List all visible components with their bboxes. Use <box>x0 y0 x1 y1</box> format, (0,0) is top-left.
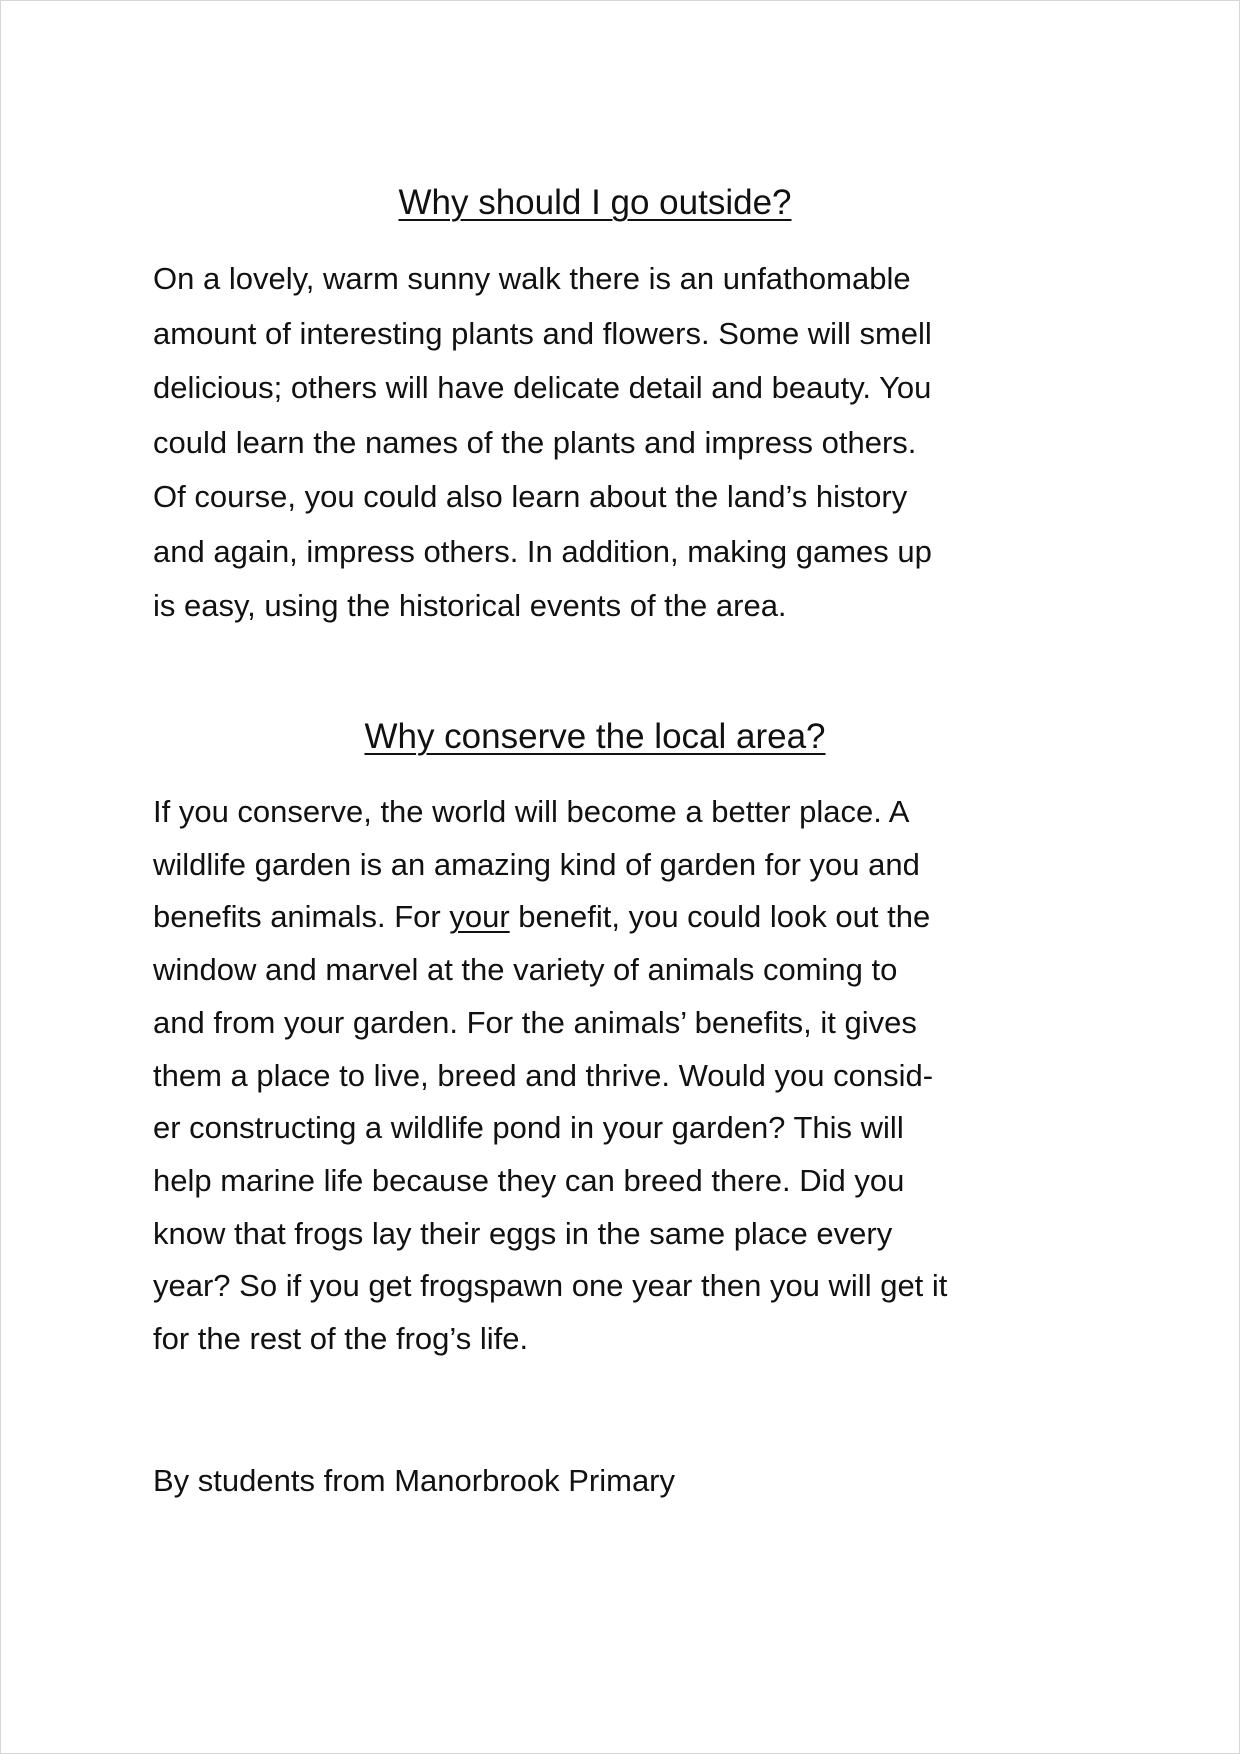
paragraph-line: window and marvel at the variety of animals coming to <box>153 952 898 988</box>
paragraph-line: er constructing a wildlife pond in your garden? This will <box>153 1110 904 1146</box>
paragraph-line: wildlife garden is an amazing kind of garden for you and <box>153 846 920 882</box>
paragraph-line: is easy, using the historical events of the area. <box>153 588 787 623</box>
paragraph-go-outside <box>153 252 1053 634</box>
paragraph-line: Of course, you could also learn about the land’s history <box>153 479 908 514</box>
paragraph-line: could learn the names of the plants and impress others. <box>153 424 917 460</box>
paragraph-line-with-emphasis <box>153 891 1053 944</box>
paragraph-line: amount of interesting plants and flowers. Some will smell <box>153 315 932 351</box>
underlined-word-your: your <box>449 899 510 935</box>
paragraph-line: On a lovely, warm sunny walk there is an unfathomable <box>153 261 911 296</box>
paragraph-line: them a place to live, breed and thrive. Would you consid- <box>153 1057 934 1093</box>
paragraph-line: help marine life because they can breed there. Did you <box>153 1162 905 1198</box>
paragraph-conserve <box>153 786 1053 1366</box>
paragraph-line: and again, impress others. In addition, making games up <box>153 533 932 569</box>
section-heading-conserve: Why conserve the local area? <box>364 717 826 756</box>
paragraph-line: for the rest of the frog’s life. <box>153 1321 529 1357</box>
line-text-before: benefits animals. For <box>153 899 450 935</box>
paragraph-line: delicious; others will have delicate detail and beauty. You <box>153 370 932 405</box>
paragraph-line: and from your garden. For the animals’ benefits, it gives <box>153 1004 917 1040</box>
line-text-after: benefit, you could look out the <box>509 899 931 935</box>
paragraph-line: know that frogs lay their eggs in the same place every <box>153 1215 893 1251</box>
section-heading-go-outside: Why should I go outside? <box>398 183 792 222</box>
paragraph-line: year? So if you get frogspawn one year then you will get it <box>153 1268 948 1304</box>
author-byline: By students from Manorbrook Primary <box>153 1463 676 1498</box>
paragraph-line: If you conserve, the world will become a better place. A <box>153 794 910 829</box>
